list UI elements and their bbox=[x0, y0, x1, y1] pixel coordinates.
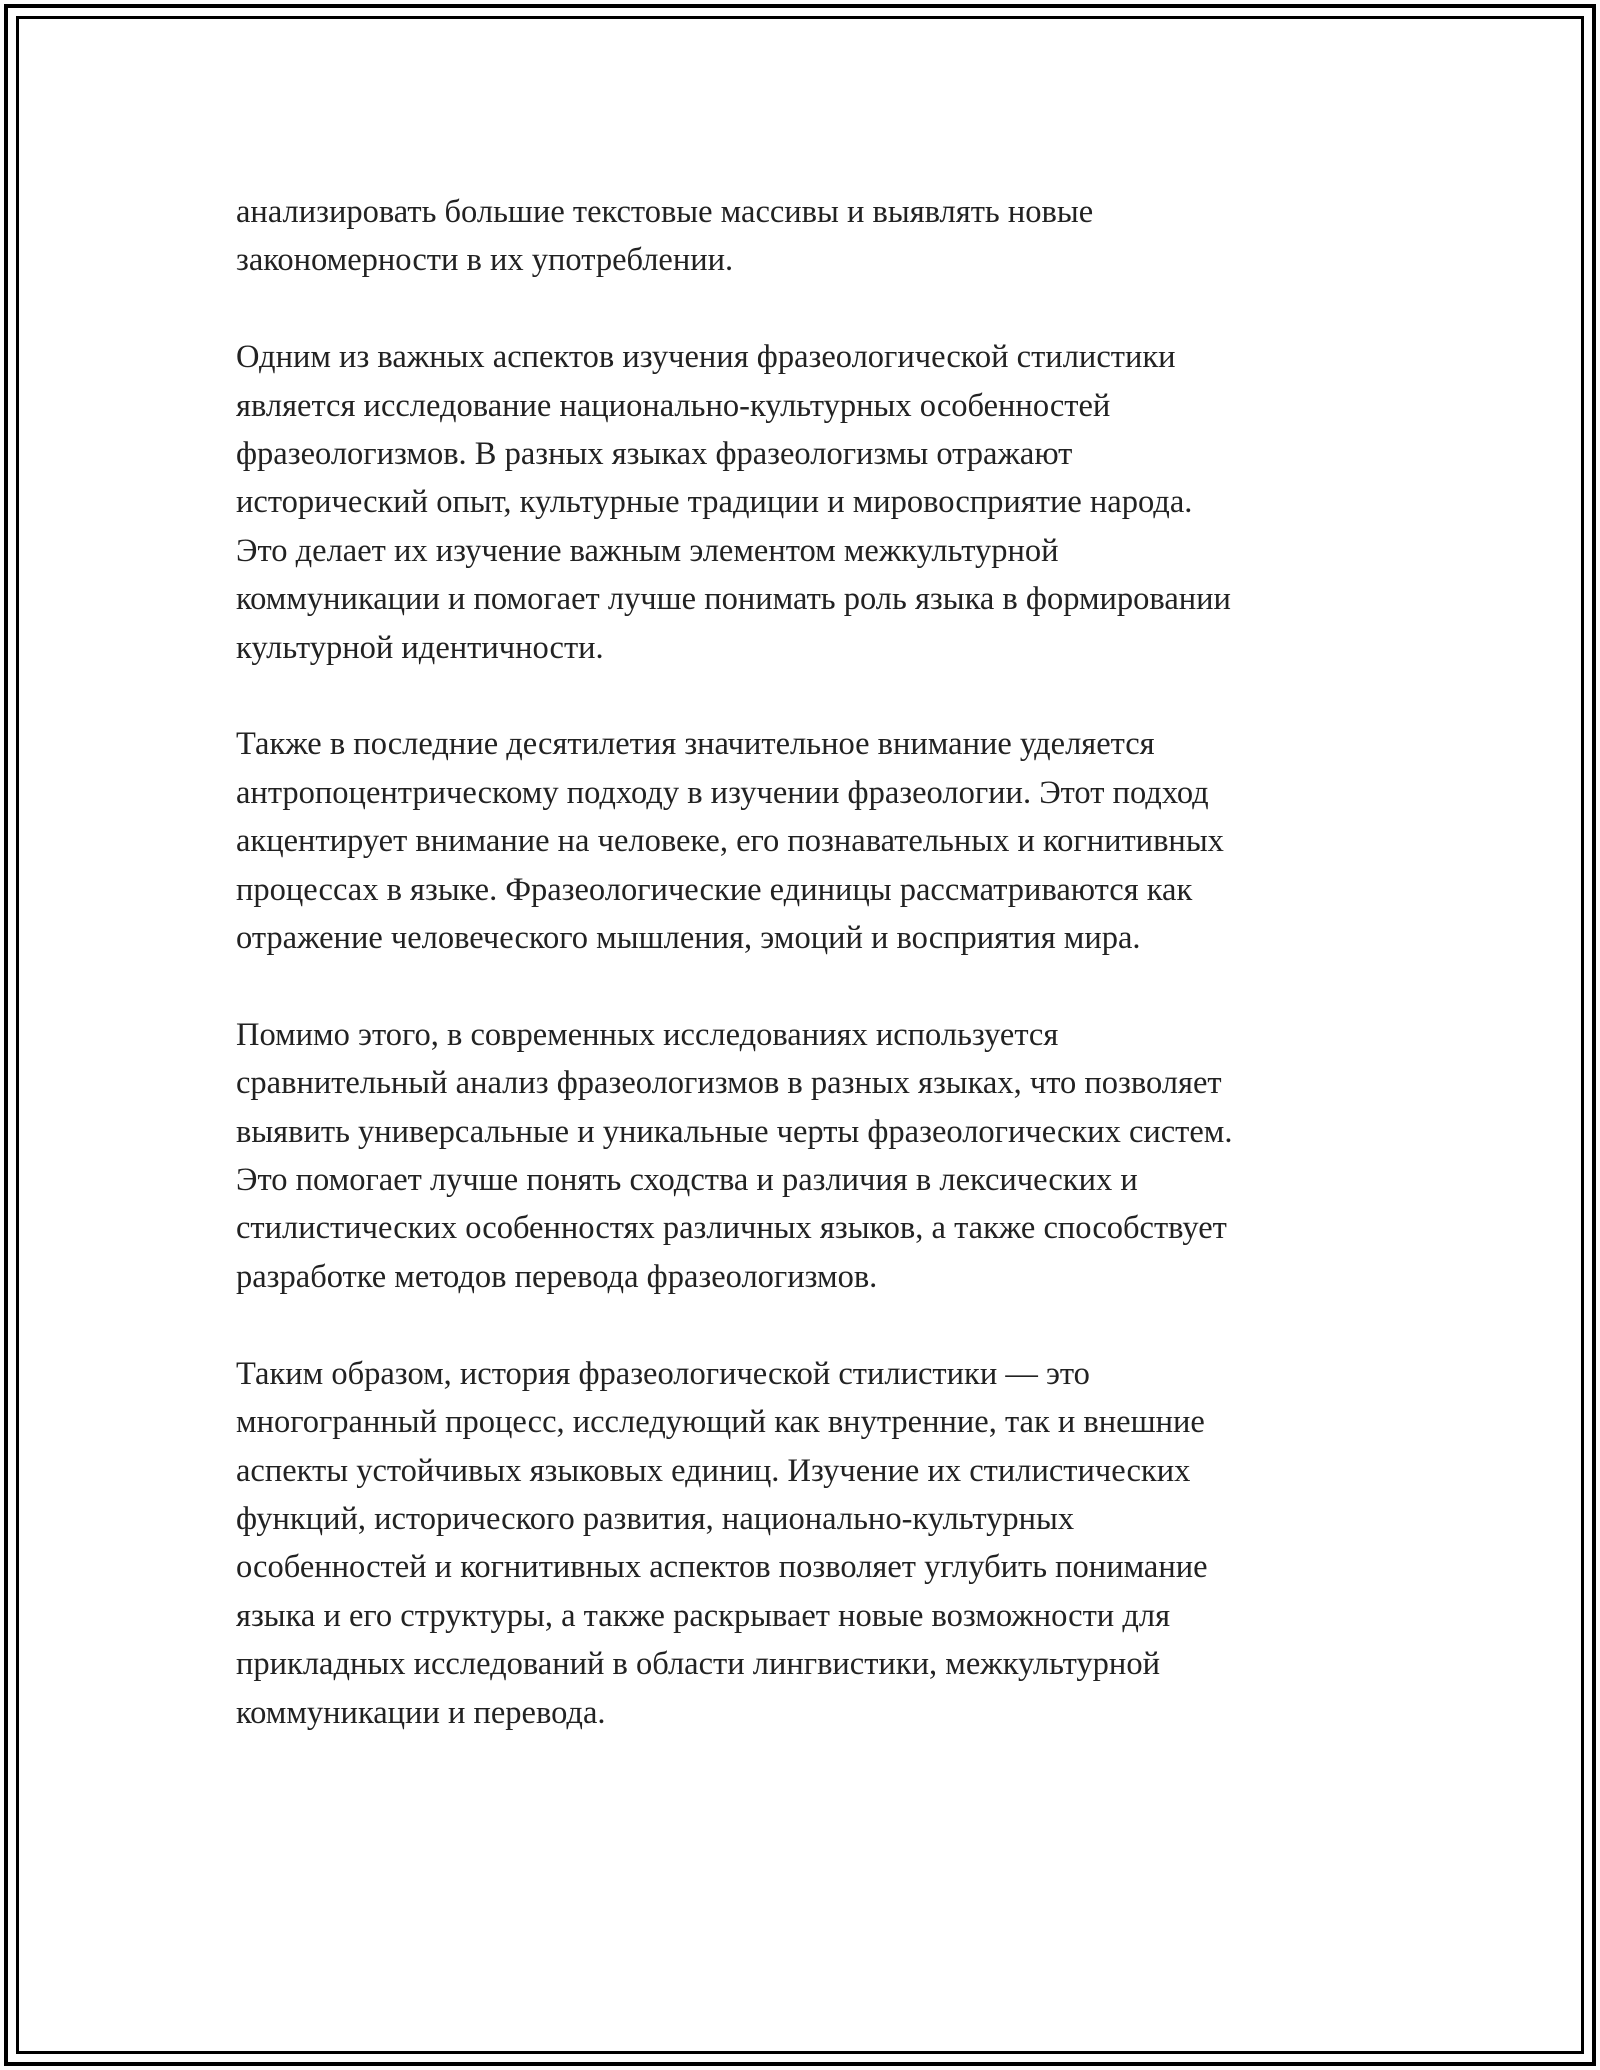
paragraph-2 bbox=[236, 333, 1416, 672]
text-line: языка и его структуры, а также раскрывает новые возможности для bbox=[236, 1597, 1171, 1634]
paragraph-3 bbox=[236, 720, 1416, 962]
document-body bbox=[236, 188, 1416, 1785]
text-line: Это помогает лучше понять сходства и различия в лексических и bbox=[236, 1162, 1138, 1199]
paragraph-1 bbox=[236, 188, 1416, 285]
text-line: Также в последние десятилетия значительное внимание уделяется bbox=[236, 726, 1155, 763]
text-line: Это делает их изучение важным элементом межкультурной bbox=[236, 532, 1059, 569]
text-line: Одним из важных аспектов изучения фразеологической стилистики bbox=[236, 339, 1176, 376]
text-line: стилистических особенностях различных языков, а также способствует bbox=[236, 1210, 1227, 1247]
text-line: культурной идентичности. bbox=[236, 629, 604, 666]
text-line: Таким образом, история фразеологической стилистики — это bbox=[236, 1355, 1090, 1392]
text-line: антропоцентрическому подходу в изучении фразеологии. Этот подход bbox=[236, 774, 1209, 811]
text-line: анализировать большие текстовые массивы и выявлять новые bbox=[236, 194, 1094, 230]
text-line: многогранный процесс, исследующий как внутренние, так и внешние bbox=[236, 1404, 1205, 1441]
text-line: исторический опыт, культурные традиции и мировосприятие народа. bbox=[236, 484, 1193, 521]
text-line: процессах в языке. Фразеологические единицы рассматриваются как bbox=[236, 871, 1193, 908]
text-line: разработке методов перевода фразеологизмов. bbox=[236, 1258, 878, 1295]
text-line: особенностей и когнитивных аспектов позволяет углубить понимание bbox=[236, 1549, 1208, 1586]
text-line: коммуникации и помогает лучше понимать роль языка в формировании bbox=[236, 581, 1231, 618]
text-line: является исследование национально-культурных особенностей bbox=[236, 387, 1111, 424]
paragraph-5 bbox=[236, 1350, 1416, 1737]
text-line: аспекты устойчивых языковых единиц. Изучение их стилистических bbox=[236, 1452, 1191, 1489]
text-line: прикладных исследований в области лингвистики, межкультурной bbox=[236, 1646, 1160, 1683]
text-line: Помимо этого, в современных исследованиях используется bbox=[236, 1016, 1059, 1053]
paragraph-4 bbox=[236, 1011, 1416, 1301]
text-line: акцентирует внимание на человеке, его познавательных и когнитивных bbox=[236, 823, 1224, 860]
text-line: выявить универсальные и уникальные черты фразеологических систем. bbox=[236, 1113, 1233, 1150]
text-line: отражение человеческого мышления, эмоций и восприятия мира. bbox=[236, 920, 1141, 957]
text-line: сравнительный анализ фразеологизмов в разных языках, что позволяет bbox=[236, 1065, 1222, 1102]
text-line: функций, исторического развития, национально-культурных bbox=[236, 1500, 1075, 1537]
text-line: закономерности в их употреблении. bbox=[236, 242, 734, 279]
text-line: фразеологизмов. В разных языках фразеологизмы отражают bbox=[236, 436, 1073, 473]
text-line: коммуникации и перевода. bbox=[236, 1694, 606, 1731]
